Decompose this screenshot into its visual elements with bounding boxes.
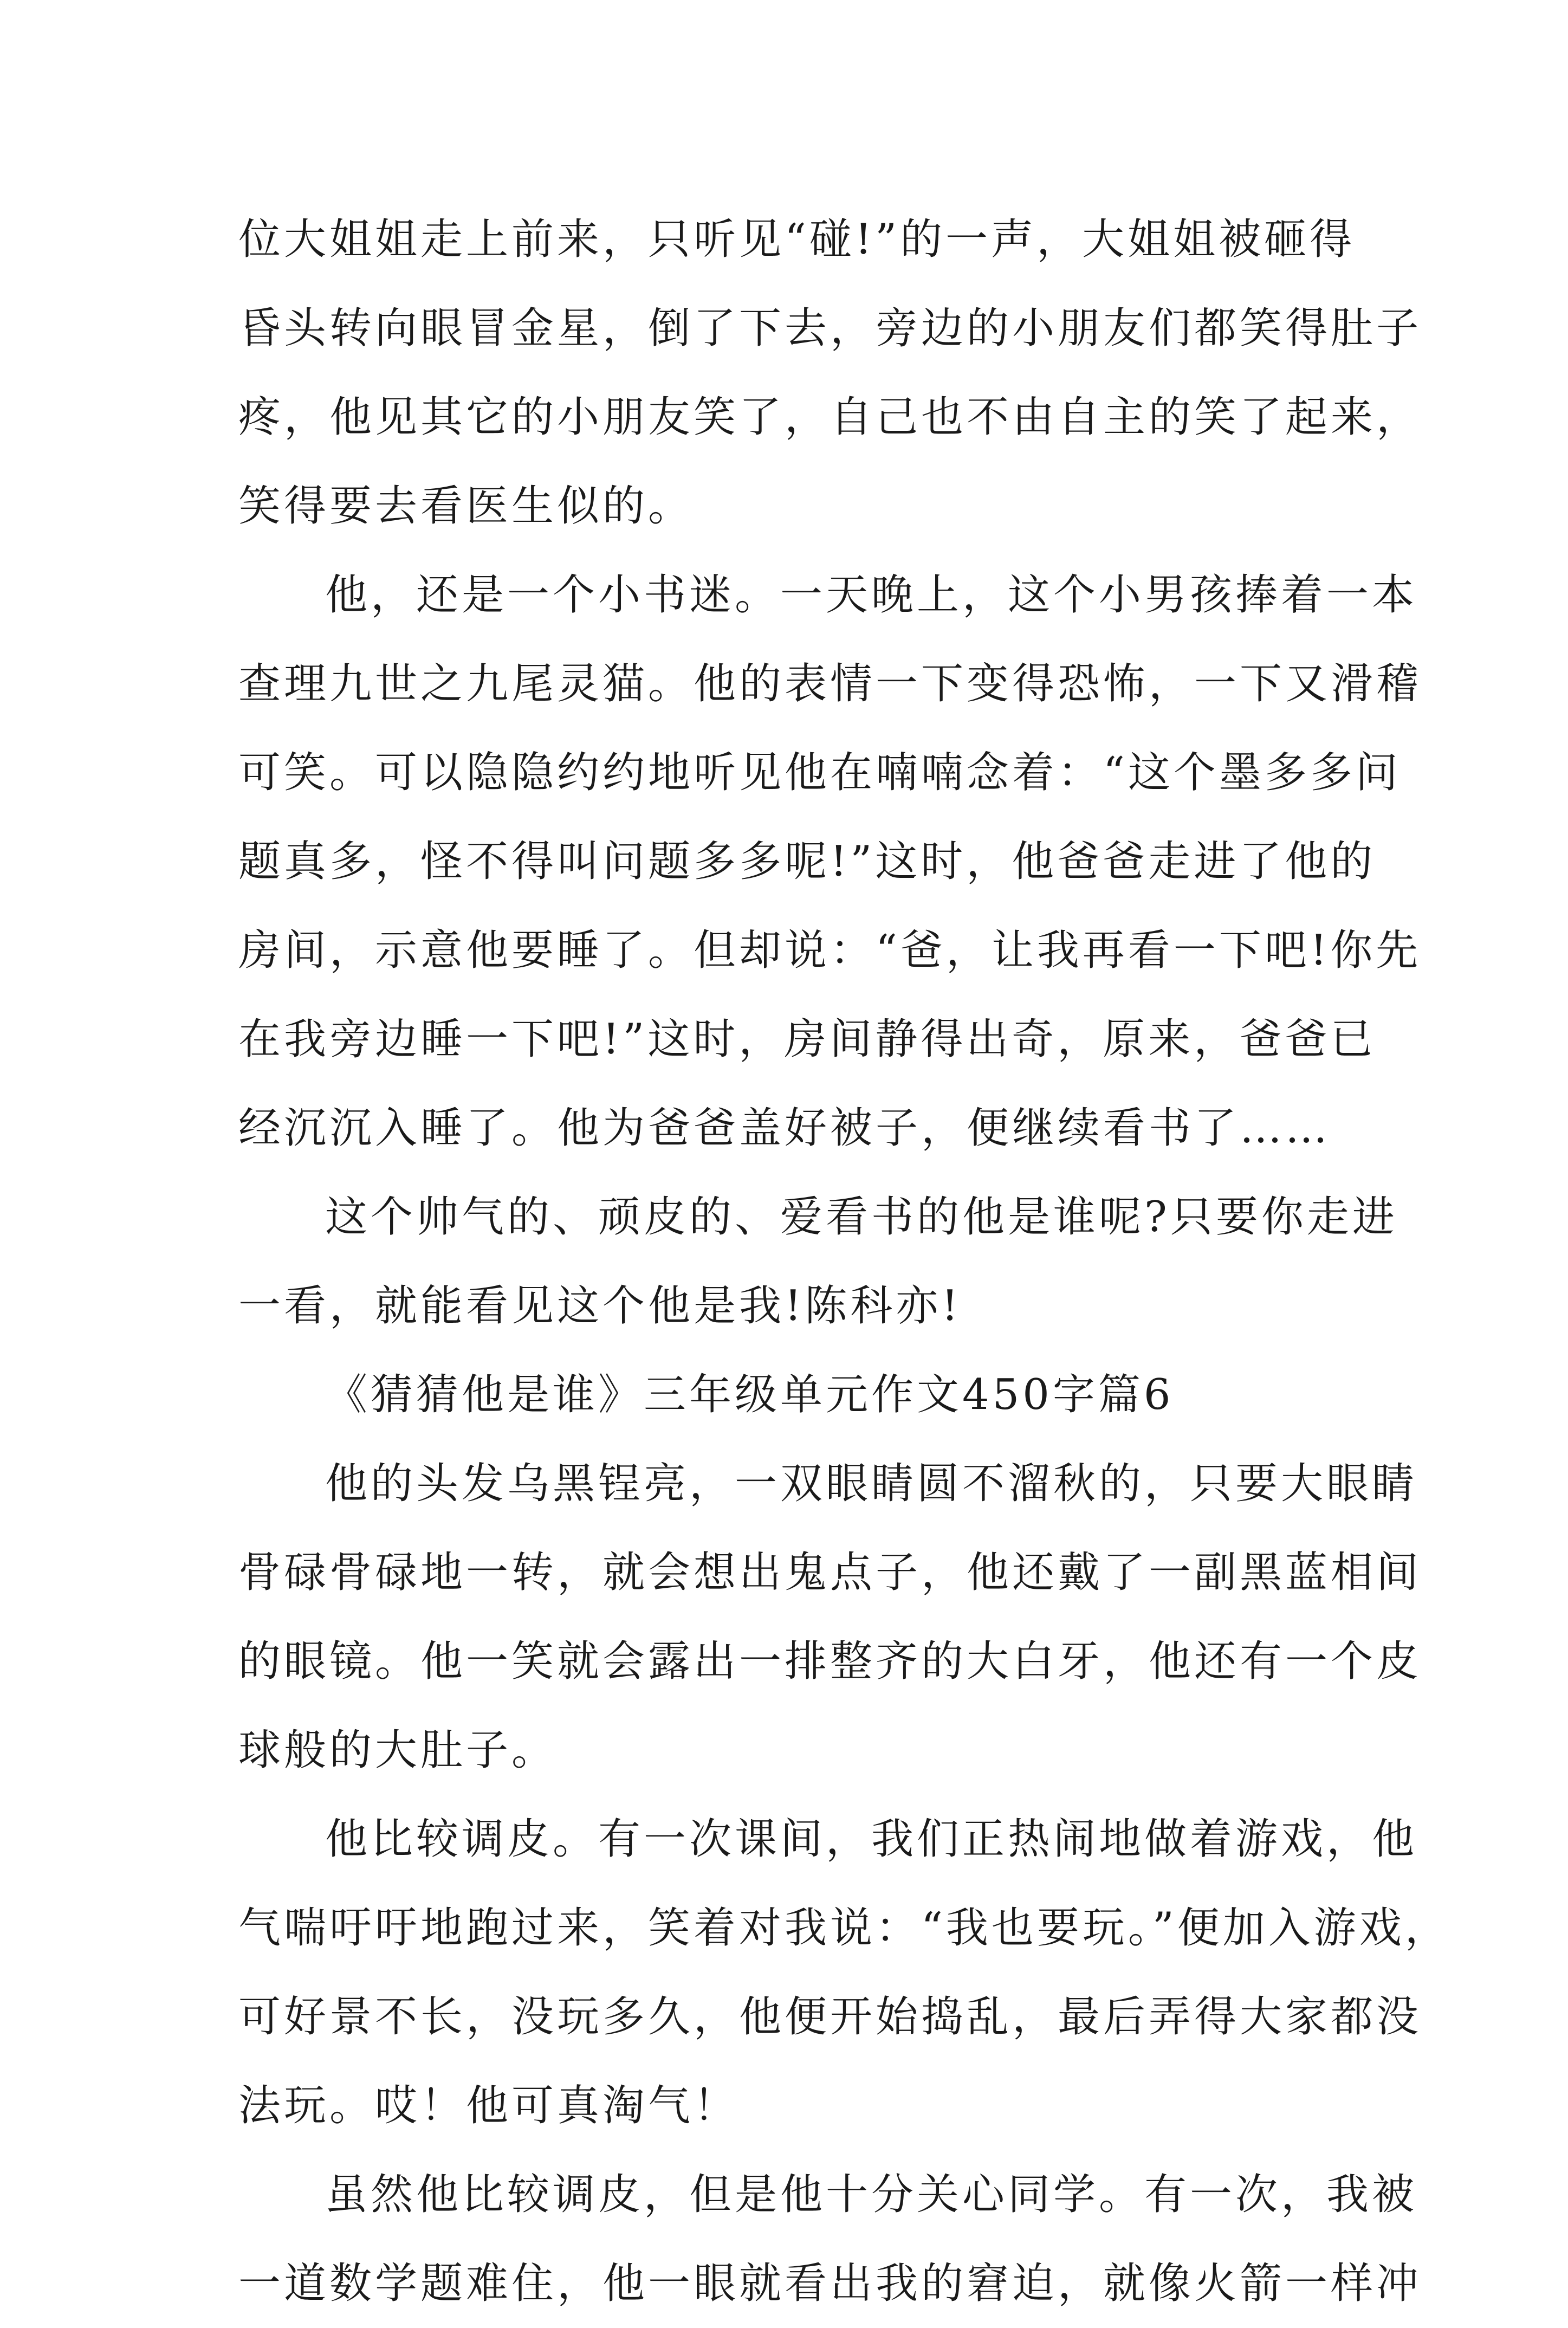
article-body [238,195,1450,2328]
text-line: 题真多，怪不得叫问题多多呢!”这时，他爸爸走进了他的 [238,837,1376,886]
text-line: 在我旁边睡一下吧!”这时，房间静得出奇，原来，爸爸已 [238,1015,1376,1064]
text-line: 房间，示意他要睡了。但却说：“爸，让我再看一下吧!你先 [238,926,1422,975]
text-line: 查理九世之九尾灵猫。他的表情一下变得恐怖，一下又滑稽 [238,659,1422,708]
text-line: 一道数学题难住，他一眼就看出我的窘迫，就像火箭一样冲 [238,2259,1422,2308]
text-line: 位大姐姐走上前来，只听见“碰!”的一声，大姐姐被砸得 [238,215,1356,264]
text-line: 疼，他见其它的小朋友笑了，自己也不由自主的笑了起来， [238,393,1422,442]
paragraph-first-line: 他的头发乌黑锃亮，一双眼睛圆不溜秋的，只要大眼睛 [325,1459,1418,1508]
text-line: 法玩。哎！他可真淘气！ [238,2081,740,2130]
paragraph-first-line: 他，还是一个小书迷。一天晚上，这个小男孩捧着一本 [325,571,1418,619]
text-line: 的眼镜。他一笑就会露出一排整齐的大白牙，他还有一个皮 [238,1637,1422,1686]
text-line: 骨碌骨碌地一转，就会想出鬼点子，他还戴了一副黑蓝相间 [238,1548,1422,1597]
paragraph-first-line: 虽然他比较调皮，但是他十分关心同学。有一次，我被 [325,2170,1418,2219]
text-line: 气喘吁吁地跑过来，笑着对我说：“我也要玩。”便加入游戏， [238,1904,1450,1952]
paragraph-first-line: 他比较调皮。有一次课间，我们正热闹地做着游戏，他 [325,1815,1418,1864]
text-line: 笑得要去看医生似的。 [238,482,694,531]
section-heading: 《猜猜他是谁》三年级单元作文450字篇6 [325,1370,1174,1419]
text-line: 可好景不长，没玩多久，他便开始捣乱，最后弄得大家都没 [238,1993,1422,2041]
text-line: 可笑。可以隐隐约约地听见他在喃喃念着：“这个墨多多问 [238,748,1401,797]
text-line: 昏头转向眼冒金星，倒了下去，旁边的小朋友们都笑得肚子 [238,304,1422,353]
text-line: 经沉沉入睡了。他为爸爸盖好被子，便继续看书了…… [238,1104,1331,1153]
paragraph-first-line: 这个帅气的、顽皮的、爱看书的他是谁呢?只要你走进 [325,1193,1398,1241]
text-line: 一看，就能看见这个他是我!陈科亦! [238,1282,962,1330]
text-line: 球般的大肚子。 [238,1726,558,1775]
